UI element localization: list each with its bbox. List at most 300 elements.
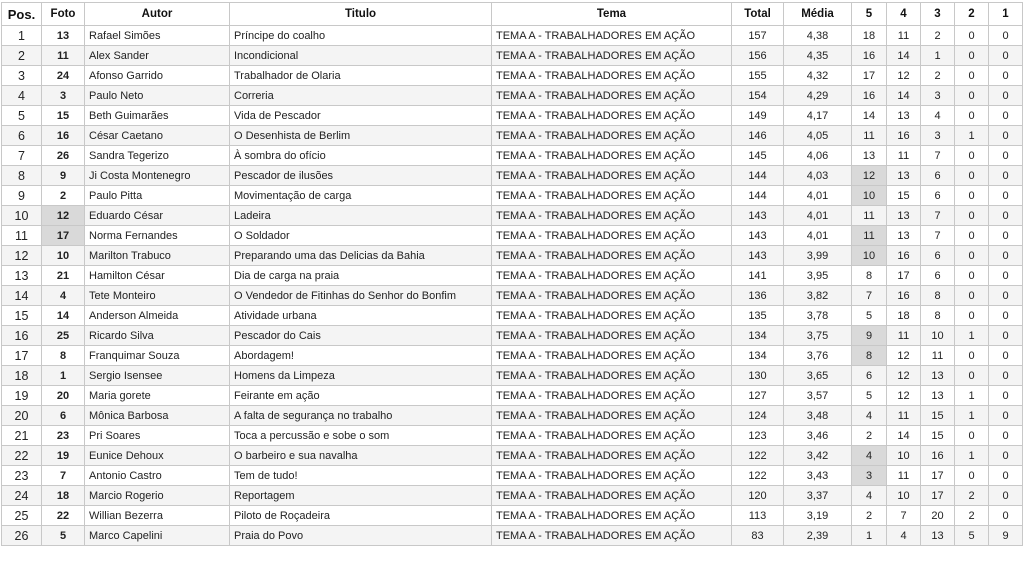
cell-media: 3,46 (784, 426, 852, 446)
cell-autor: Norma Fernandes (85, 226, 230, 246)
cell-total: 157 (732, 26, 784, 46)
cell-total: 144 (732, 166, 784, 186)
cell-autor: Sergio Isensee (85, 366, 230, 386)
cell-pos: 13 (2, 266, 42, 286)
cell-tema: TEMA A - TRABALHADORES EM AÇÃO (492, 146, 732, 166)
cell-score-2: 1 (955, 386, 989, 406)
table-row (2, 526, 1023, 546)
cell-tema: TEMA A - TRABALHADORES EM AÇÃO (492, 346, 732, 366)
table-row (2, 346, 1023, 366)
cell-media: 4,01 (784, 206, 852, 226)
cell-tema: TEMA A - TRABALHADORES EM AÇÃO (492, 306, 732, 326)
cell-score-5: 11 (852, 226, 887, 246)
cell-pos: 21 (2, 426, 42, 446)
cell-score-4: 11 (887, 146, 921, 166)
cell-foto: 26 (42, 146, 85, 166)
cell-foto: 8 (42, 346, 85, 366)
cell-titulo: Pescador do Cais (230, 326, 492, 346)
cell-score-1: 0 (989, 66, 1023, 86)
table-row (2, 506, 1023, 526)
cell-score-4: 16 (887, 286, 921, 306)
cell-tema: TEMA A - TRABALHADORES EM AÇÃO (492, 486, 732, 506)
cell-pos: 22 (2, 446, 42, 466)
cell-score-2: 1 (955, 126, 989, 146)
cell-score-3: 13 (921, 366, 955, 386)
cell-score-3: 2 (921, 66, 955, 86)
cell-titulo: O Soldador (230, 226, 492, 246)
cell-tema: TEMA A - TRABALHADORES EM AÇÃO (492, 226, 732, 246)
cell-total: 141 (732, 266, 784, 286)
cell-autor: Tete Monteiro (85, 286, 230, 306)
cell-total: 145 (732, 146, 784, 166)
cell-autor: Willian Bezerra (85, 506, 230, 526)
cell-total: 143 (732, 206, 784, 226)
cell-foto: 13 (42, 26, 85, 46)
cell-titulo: Pescador de ilusões (230, 166, 492, 186)
cell-score-3: 7 (921, 226, 955, 246)
table-row (2, 366, 1023, 386)
cell-score-1: 0 (989, 506, 1023, 526)
cell-total: 122 (732, 466, 784, 486)
cell-score-1: 0 (989, 206, 1023, 226)
cell-score-2: 0 (955, 86, 989, 106)
cell-pos: 8 (2, 166, 42, 186)
cell-total: 136 (732, 286, 784, 306)
cell-foto: 21 (42, 266, 85, 286)
cell-foto: 9 (42, 166, 85, 186)
cell-foto: 11 (42, 46, 85, 66)
cell-score-4: 14 (887, 426, 921, 446)
cell-score-1: 0 (989, 366, 1023, 386)
cell-score-3: 7 (921, 146, 955, 166)
header-autor[interactable]: Autor (85, 3, 230, 26)
cell-titulo: Tem de tudo! (230, 466, 492, 486)
cell-foto: 6 (42, 406, 85, 426)
table-row (2, 446, 1023, 466)
cell-total: 134 (732, 346, 784, 366)
cell-autor: Marilton Trabuco (85, 246, 230, 266)
cell-titulo: Piloto de Roçadeira (230, 506, 492, 526)
cell-autor: Maria gorete (85, 386, 230, 406)
cell-titulo: À sombra do ofício (230, 146, 492, 166)
cell-score-4: 10 (887, 486, 921, 506)
header-total[interactable]: Total (732, 3, 784, 26)
table-row (2, 386, 1023, 406)
table-row (2, 226, 1023, 246)
cell-score-3: 8 (921, 306, 955, 326)
table-row (2, 166, 1023, 186)
cell-media: 4,01 (784, 186, 852, 206)
cell-score-2: 0 (955, 466, 989, 486)
cell-autor: Antonio Castro (85, 466, 230, 486)
cell-total: 130 (732, 366, 784, 386)
cell-foto: 22 (42, 506, 85, 526)
cell-score-4: 10 (887, 446, 921, 466)
cell-pos: 17 (2, 346, 42, 366)
cell-score-5: 8 (852, 266, 887, 286)
cell-autor: Paulo Neto (85, 86, 230, 106)
table-row (2, 266, 1023, 286)
cell-titulo: O barbeiro e sua navalha (230, 446, 492, 466)
cell-autor: Alex Sander (85, 46, 230, 66)
cell-score-3: 4 (921, 106, 955, 126)
cell-tema: TEMA A - TRABALHADORES EM AÇÃO (492, 406, 732, 426)
cell-tema: TEMA A - TRABALHADORES EM AÇÃO (492, 166, 732, 186)
cell-score-1: 0 (989, 46, 1023, 66)
cell-media: 4,38 (784, 26, 852, 46)
cell-score-4: 12 (887, 386, 921, 406)
cell-tema: TEMA A - TRABALHADORES EM AÇÃO (492, 266, 732, 286)
cell-score-5: 16 (852, 86, 887, 106)
cell-score-5: 10 (852, 186, 887, 206)
cell-foto: 19 (42, 446, 85, 466)
cell-tema: TEMA A - TRABALHADORES EM AÇÃO (492, 386, 732, 406)
cell-pos: 3 (2, 66, 42, 86)
cell-titulo: Preparando uma das Delicias da Bahia (230, 246, 492, 266)
cell-score-4: 14 (887, 86, 921, 106)
table-row (2, 246, 1023, 266)
cell-foto: 14 (42, 306, 85, 326)
cell-foto: 10 (42, 246, 85, 266)
cell-titulo: Movimentação de carga (230, 186, 492, 206)
cell-tema: TEMA A - TRABALHADORES EM AÇÃO (492, 126, 732, 146)
cell-score-4: 11 (887, 326, 921, 346)
cell-foto: 20 (42, 386, 85, 406)
cell-tema: TEMA A - TRABALHADORES EM AÇÃO (492, 186, 732, 206)
cell-score-2: 0 (955, 366, 989, 386)
cell-score-3: 6 (921, 186, 955, 206)
cell-score-2: 5 (955, 526, 989, 546)
cell-total: 134 (732, 326, 784, 346)
cell-titulo: O Desenhista de Berlim (230, 126, 492, 146)
cell-score-2: 0 (955, 206, 989, 226)
cell-score-2: 1 (955, 406, 989, 426)
cell-score-4: 12 (887, 66, 921, 86)
cell-score-3: 1 (921, 46, 955, 66)
cell-score-2: 0 (955, 346, 989, 366)
cell-autor: Mônica Barbosa (85, 406, 230, 426)
cell-score-3: 6 (921, 166, 955, 186)
cell-media: 4,32 (784, 66, 852, 86)
cell-tema: TEMA A - TRABALHADORES EM AÇÃO (492, 426, 732, 446)
cell-score-3: 10 (921, 326, 955, 346)
cell-score-4: 11 (887, 406, 921, 426)
cell-score-4: 13 (887, 166, 921, 186)
cell-score-5: 13 (852, 146, 887, 166)
header-score-2[interactable]: 2 (955, 3, 989, 26)
cell-score-2: 0 (955, 26, 989, 46)
cell-score-5: 4 (852, 446, 887, 466)
cell-tema: TEMA A - TRABALHADORES EM AÇÃO (492, 86, 732, 106)
table-row (2, 46, 1023, 66)
cell-media: 4,03 (784, 166, 852, 186)
cell-score-3: 17 (921, 466, 955, 486)
cell-pos: 12 (2, 246, 42, 266)
cell-pos: 7 (2, 146, 42, 166)
cell-titulo: Incondicional (230, 46, 492, 66)
cell-score-5: 2 (852, 426, 887, 446)
cell-pos: 15 (2, 306, 42, 326)
cell-total: 124 (732, 406, 784, 426)
cell-foto: 3 (42, 86, 85, 106)
cell-total: 143 (732, 246, 784, 266)
cell-pos: 10 (2, 206, 42, 226)
cell-score-3: 3 (921, 86, 955, 106)
header-media[interactable]: Média (784, 3, 852, 26)
cell-titulo: Correria (230, 86, 492, 106)
cell-tema: TEMA A - TRABALHADORES EM AÇÃO (492, 246, 732, 266)
cell-autor: Beth Guimarães (85, 106, 230, 126)
cell-foto: 18 (42, 486, 85, 506)
cell-tema: TEMA A - TRABALHADORES EM AÇÃO (492, 106, 732, 126)
cell-score-3: 6 (921, 266, 955, 286)
cell-total: 143 (732, 226, 784, 246)
cell-media: 3,37 (784, 486, 852, 506)
cell-total: 123 (732, 426, 784, 446)
cell-media: 3,82 (784, 286, 852, 306)
header-tema[interactable]: Tema (492, 3, 732, 26)
cell-score-4: 13 (887, 206, 921, 226)
cell-score-2: 0 (955, 426, 989, 446)
cell-score-5: 2 (852, 506, 887, 526)
cell-autor: César Caetano (85, 126, 230, 146)
header-titulo[interactable]: Titulo (230, 3, 492, 26)
cell-total: 127 (732, 386, 784, 406)
cell-score-1: 0 (989, 286, 1023, 306)
cell-pos: 16 (2, 326, 42, 346)
header-score-1[interactable]: 1 (989, 3, 1023, 26)
cell-score-1: 0 (989, 186, 1023, 206)
cell-pos: 14 (2, 286, 42, 306)
cell-media: 3,65 (784, 366, 852, 386)
cell-foto: 24 (42, 66, 85, 86)
cell-score-3: 8 (921, 286, 955, 306)
cell-pos: 26 (2, 526, 42, 546)
table-row (2, 426, 1023, 446)
cell-score-1: 0 (989, 126, 1023, 146)
cell-score-5: 10 (852, 246, 887, 266)
cell-score-5: 17 (852, 66, 887, 86)
cell-autor: Marco Capelini (85, 526, 230, 546)
cell-score-1: 0 (989, 26, 1023, 46)
cell-tema: TEMA A - TRABALHADORES EM AÇÃO (492, 26, 732, 46)
cell-total: 83 (732, 526, 784, 546)
cell-media: 4,35 (784, 46, 852, 66)
cell-tema: TEMA A - TRABALHADORES EM AÇÃO (492, 366, 732, 386)
cell-score-1: 0 (989, 426, 1023, 446)
cell-pos: 18 (2, 366, 42, 386)
cell-score-2: 2 (955, 506, 989, 526)
header-score-4[interactable]: 4 (887, 3, 921, 26)
cell-score-5: 18 (852, 26, 887, 46)
cell-pos: 9 (2, 186, 42, 206)
cell-score-1: 9 (989, 526, 1023, 546)
cell-titulo: Homens da Limpeza (230, 366, 492, 386)
table-row (2, 486, 1023, 506)
cell-score-3: 7 (921, 206, 955, 226)
cell-score-4: 12 (887, 346, 921, 366)
cell-autor: Rafael Simões (85, 26, 230, 46)
cell-score-4: 17 (887, 266, 921, 286)
table-row (2, 146, 1023, 166)
cell-score-1: 0 (989, 226, 1023, 246)
cell-score-4: 18 (887, 306, 921, 326)
table-row (2, 186, 1023, 206)
cell-tema: TEMA A - TRABALHADORES EM AÇÃO (492, 66, 732, 86)
cell-media: 3,76 (784, 346, 852, 366)
cell-foto: 16 (42, 126, 85, 146)
cell-foto: 23 (42, 426, 85, 446)
cell-foto: 15 (42, 106, 85, 126)
cell-score-1: 0 (989, 346, 1023, 366)
header-score-5[interactable]: 5 (852, 3, 887, 26)
table-row (2, 106, 1023, 126)
cell-titulo: A falta de segurança no trabalho (230, 406, 492, 426)
header-row (2, 3, 1023, 26)
cell-media: 3,57 (784, 386, 852, 406)
cell-foto: 4 (42, 286, 85, 306)
cell-titulo: Príncipe do coalho (230, 26, 492, 46)
cell-pos: 5 (2, 106, 42, 126)
cell-total: 120 (732, 486, 784, 506)
cell-media: 3,43 (784, 466, 852, 486)
cell-score-5: 11 (852, 206, 887, 226)
cell-autor: Ji Costa Montenegro (85, 166, 230, 186)
cell-foto: 17 (42, 226, 85, 246)
cell-autor: Franquimar Souza (85, 346, 230, 366)
cell-score-4: 16 (887, 126, 921, 146)
cell-score-5: 1 (852, 526, 887, 546)
cell-tema: TEMA A - TRABALHADORES EM AÇÃO (492, 206, 732, 226)
cell-total: 113 (732, 506, 784, 526)
header-pos[interactable]: Pos. (2, 3, 42, 26)
cell-autor: Pri Soares (85, 426, 230, 446)
cell-score-2: 0 (955, 166, 989, 186)
cell-total: 122 (732, 446, 784, 466)
cell-score-1: 0 (989, 406, 1023, 426)
cell-autor: Eduardo César (85, 206, 230, 226)
cell-score-5: 5 (852, 386, 887, 406)
cell-score-5: 16 (852, 46, 887, 66)
cell-autor: Afonso Garrido (85, 66, 230, 86)
cell-score-1: 0 (989, 386, 1023, 406)
cell-titulo: Atividade urbana (230, 306, 492, 326)
cell-score-4: 11 (887, 466, 921, 486)
cell-score-2: 1 (955, 446, 989, 466)
table-row (2, 126, 1023, 146)
cell-score-3: 6 (921, 246, 955, 266)
cell-pos: 6 (2, 126, 42, 146)
table-row (2, 326, 1023, 346)
table-row (2, 26, 1023, 46)
cell-media: 3,99 (784, 246, 852, 266)
cell-pos: 24 (2, 486, 42, 506)
cell-foto: 12 (42, 206, 85, 226)
cell-score-2: 0 (955, 286, 989, 306)
cell-media: 3,48 (784, 406, 852, 426)
cell-score-2: 0 (955, 226, 989, 246)
cell-media: 3,75 (784, 326, 852, 346)
cell-score-3: 3 (921, 126, 955, 146)
cell-titulo: Feirante em ação (230, 386, 492, 406)
cell-score-5: 11 (852, 126, 887, 146)
cell-tema: TEMA A - TRABALHADORES EM AÇÃO (492, 46, 732, 66)
cell-score-2: 0 (955, 266, 989, 286)
ranking-table (1, 2, 1023, 546)
cell-score-3: 20 (921, 506, 955, 526)
cell-media: 3,42 (784, 446, 852, 466)
cell-score-1: 0 (989, 306, 1023, 326)
cell-pos: 25 (2, 506, 42, 526)
cell-autor: Eunice Dehoux (85, 446, 230, 466)
cell-score-3: 16 (921, 446, 955, 466)
cell-score-3: 13 (921, 386, 955, 406)
cell-titulo: Abordagem! (230, 346, 492, 366)
cell-score-1: 0 (989, 166, 1023, 186)
cell-total: 144 (732, 186, 784, 206)
cell-score-2: 0 (955, 186, 989, 206)
header-score-3[interactable]: 3 (921, 3, 955, 26)
cell-tema: TEMA A - TRABALHADORES EM AÇÃO (492, 446, 732, 466)
cell-score-2: 0 (955, 306, 989, 326)
cell-titulo: Dia de carga na praia (230, 266, 492, 286)
cell-score-2: 1 (955, 326, 989, 346)
cell-total: 155 (732, 66, 784, 86)
cell-tema: TEMA A - TRABALHADORES EM AÇÃO (492, 506, 732, 526)
cell-titulo: Vida de Pescador (230, 106, 492, 126)
cell-pos: 23 (2, 466, 42, 486)
cell-score-1: 0 (989, 146, 1023, 166)
cell-titulo: O Vendedor de Fitinhas do Senhor do Bonfim (230, 286, 492, 306)
cell-titulo: Ladeira (230, 206, 492, 226)
cell-score-1: 0 (989, 246, 1023, 266)
cell-media: 4,17 (784, 106, 852, 126)
cell-titulo: Reportagem (230, 486, 492, 506)
cell-foto: 5 (42, 526, 85, 546)
table-row (2, 406, 1023, 426)
cell-media: 4,01 (784, 226, 852, 246)
cell-titulo: Toca a percussão e sobe o som (230, 426, 492, 446)
cell-pos: 4 (2, 86, 42, 106)
table-row (2, 466, 1023, 486)
table-row (2, 66, 1023, 86)
cell-autor: Paulo Pitta (85, 186, 230, 206)
cell-foto: 1 (42, 366, 85, 386)
cell-score-5: 5 (852, 306, 887, 326)
table-row (2, 86, 1023, 106)
cell-autor: Anderson Almeida (85, 306, 230, 326)
cell-tema: TEMA A - TRABALHADORES EM AÇÃO (492, 326, 732, 346)
cell-score-3: 11 (921, 346, 955, 366)
cell-score-5: 8 (852, 346, 887, 366)
cell-tema: TEMA A - TRABALHADORES EM AÇÃO (492, 466, 732, 486)
cell-media: 3,95 (784, 266, 852, 286)
cell-score-3: 17 (921, 486, 955, 506)
cell-score-5: 12 (852, 166, 887, 186)
cell-autor: Ricardo Silva (85, 326, 230, 346)
cell-score-5: 6 (852, 366, 887, 386)
cell-foto: 25 (42, 326, 85, 346)
table-row (2, 286, 1023, 306)
cell-media: 2,39 (784, 526, 852, 546)
cell-score-1: 0 (989, 486, 1023, 506)
cell-media: 4,06 (784, 146, 852, 166)
cell-score-2: 0 (955, 246, 989, 266)
cell-total: 135 (732, 306, 784, 326)
header-foto[interactable]: Foto (42, 3, 85, 26)
cell-score-5: 4 (852, 486, 887, 506)
cell-score-3: 2 (921, 26, 955, 46)
